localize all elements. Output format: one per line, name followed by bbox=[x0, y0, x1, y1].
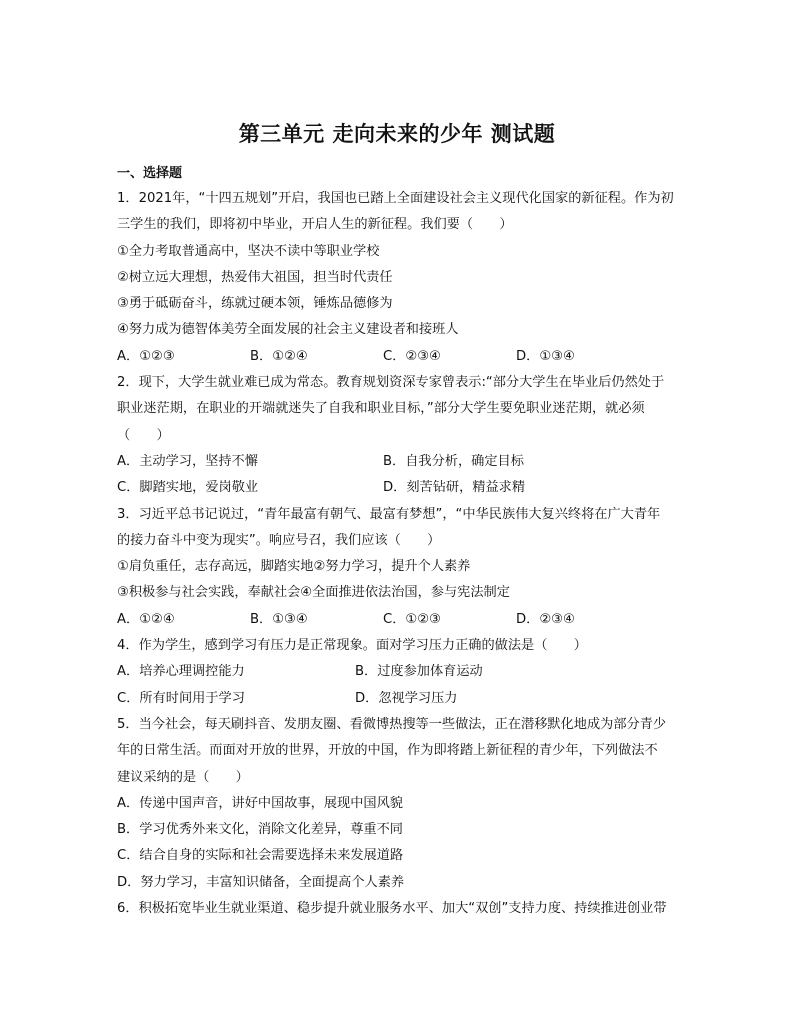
option-c: C．脚踏实地，爱岗敬业 bbox=[117, 480, 259, 496]
question-stem-line: 6．积极拓宽毕业生就业渠道、稳步提升就业服务水平、加大“双创”支持力度、持续推进创业带 bbox=[117, 901, 667, 917]
answer-options bbox=[117, 475, 683, 501]
answer-options bbox=[117, 344, 683, 370]
option-d: D．忽视学习压力 bbox=[355, 690, 458, 706]
answer-options bbox=[117, 449, 683, 475]
option-b: B．学习优秀外来文化，消除文化差异，尊重不同 bbox=[117, 822, 403, 838]
option-c: C．②③④ bbox=[383, 348, 441, 364]
option-b: B．①②④ bbox=[250, 348, 308, 364]
section-heading: 一、选择题 bbox=[117, 166, 183, 181]
option-a: A．传递中国声音，讲好中国故事，展现中国风貌 bbox=[117, 795, 403, 811]
question-6 bbox=[117, 896, 683, 922]
statement-item: ①肩负重任，志存高远，脚踏实地②努力学习，提升个人素养 bbox=[117, 559, 471, 575]
option-a: A．①②③ bbox=[117, 348, 175, 364]
answer-options bbox=[117, 686, 683, 712]
answer-options bbox=[117, 659, 683, 685]
question-list bbox=[117, 186, 683, 922]
question-4 bbox=[117, 633, 683, 712]
option-b: B．自我分析，确定目标 bbox=[383, 453, 524, 469]
option-a: A．①②④ bbox=[117, 611, 175, 627]
question-stem-line: 三学生的我们，即将初中毕业，开启人生的新征程。我们要（ ） bbox=[117, 217, 513, 233]
option-d: D．②③④ bbox=[516, 611, 575, 627]
statement-item: ④努力成为德智体美劳全面发展的社会主义建设者和接班人 bbox=[117, 322, 459, 338]
option-d: D．刻苦钻研，精益求精 bbox=[383, 480, 526, 496]
option-b: B．①③④ bbox=[250, 611, 308, 627]
question-2 bbox=[117, 370, 683, 501]
question-stem-line: 5．当今社会，每天刷抖音、发朋友圈、看微博热搜等一些做法，正在潜移默化地成为部分青少 bbox=[117, 716, 667, 732]
option-d: D．努力学习，丰富知识储备，全面提高个人素养 bbox=[117, 874, 405, 890]
option-c: C．①②③ bbox=[383, 611, 441, 627]
statement-item: ③积极参与社会实践，奉献社会④全面推进依法治国，参与宪法制定 bbox=[117, 585, 510, 601]
option-a: A．主动学习，坚持不懈 bbox=[117, 453, 258, 469]
question-stem-line: 2．现下，大学生就业难已成为常态。教育规划资深专家曾表示:“部分大学生在毕业后仍然处于 bbox=[117, 375, 665, 391]
option-c: C．结合自身的实际和社会需要选择未来发展道路 bbox=[117, 848, 404, 864]
option-a: A．培养心理调控能力 bbox=[117, 664, 245, 680]
question-stem-line: （ ） bbox=[117, 427, 170, 443]
question-stem-line: 3．习近平总书记说过，“青年最富有朝气、最富有梦想”，“中华民族伟大复兴终将在广大青年 bbox=[117, 506, 661, 522]
question-stem-line: 1．2021年，“十四五规划”开启，我国也已踏上全面建设社会主义现代化国家的新征程。作为初 bbox=[117, 191, 674, 206]
statement-item: ②树立远大理想，热爱伟大祖国，担当时代责任 bbox=[117, 269, 393, 285]
question-stem-line: 4．作为学生，感到学习有压力是正常现象。面对学习压力正确的做法是（ ） bbox=[117, 638, 587, 654]
question-stem-line: 职业迷茫期，在职业的开端就迷失了自我和职业目标，”部分大学生要免职业迷茫期，就必须 bbox=[117, 401, 645, 417]
question-5 bbox=[117, 712, 683, 896]
statement-item: ③勇于砥砺奋斗，练就过硬本领，锤炼品德修为 bbox=[117, 296, 393, 312]
statement-item: ①全力考取普通高中，坚决不读中等职业学校 bbox=[117, 243, 380, 259]
option-c: C．所有时间用于学习 bbox=[117, 690, 245, 706]
answer-options bbox=[117, 607, 683, 633]
option-b: B．过度参加体育运动 bbox=[355, 664, 483, 680]
page-title: 第三单元 走向未来的少年 测试题 bbox=[238, 121, 556, 146]
question-stem-line: 的接力奋斗中变为现实”。响应号召，我们应该（ ） bbox=[117, 532, 441, 548]
question-3 bbox=[117, 502, 683, 633]
question-stem-line: 建议采纳的是（ ） bbox=[117, 769, 249, 785]
question-1 bbox=[117, 186, 683, 370]
option-d: D．①③④ bbox=[516, 348, 575, 364]
question-stem-line: 年的日常生活。而面对开放的世界，开放的中国，作为即将踏上新征程的青少年，下列做法不 bbox=[117, 743, 658, 759]
